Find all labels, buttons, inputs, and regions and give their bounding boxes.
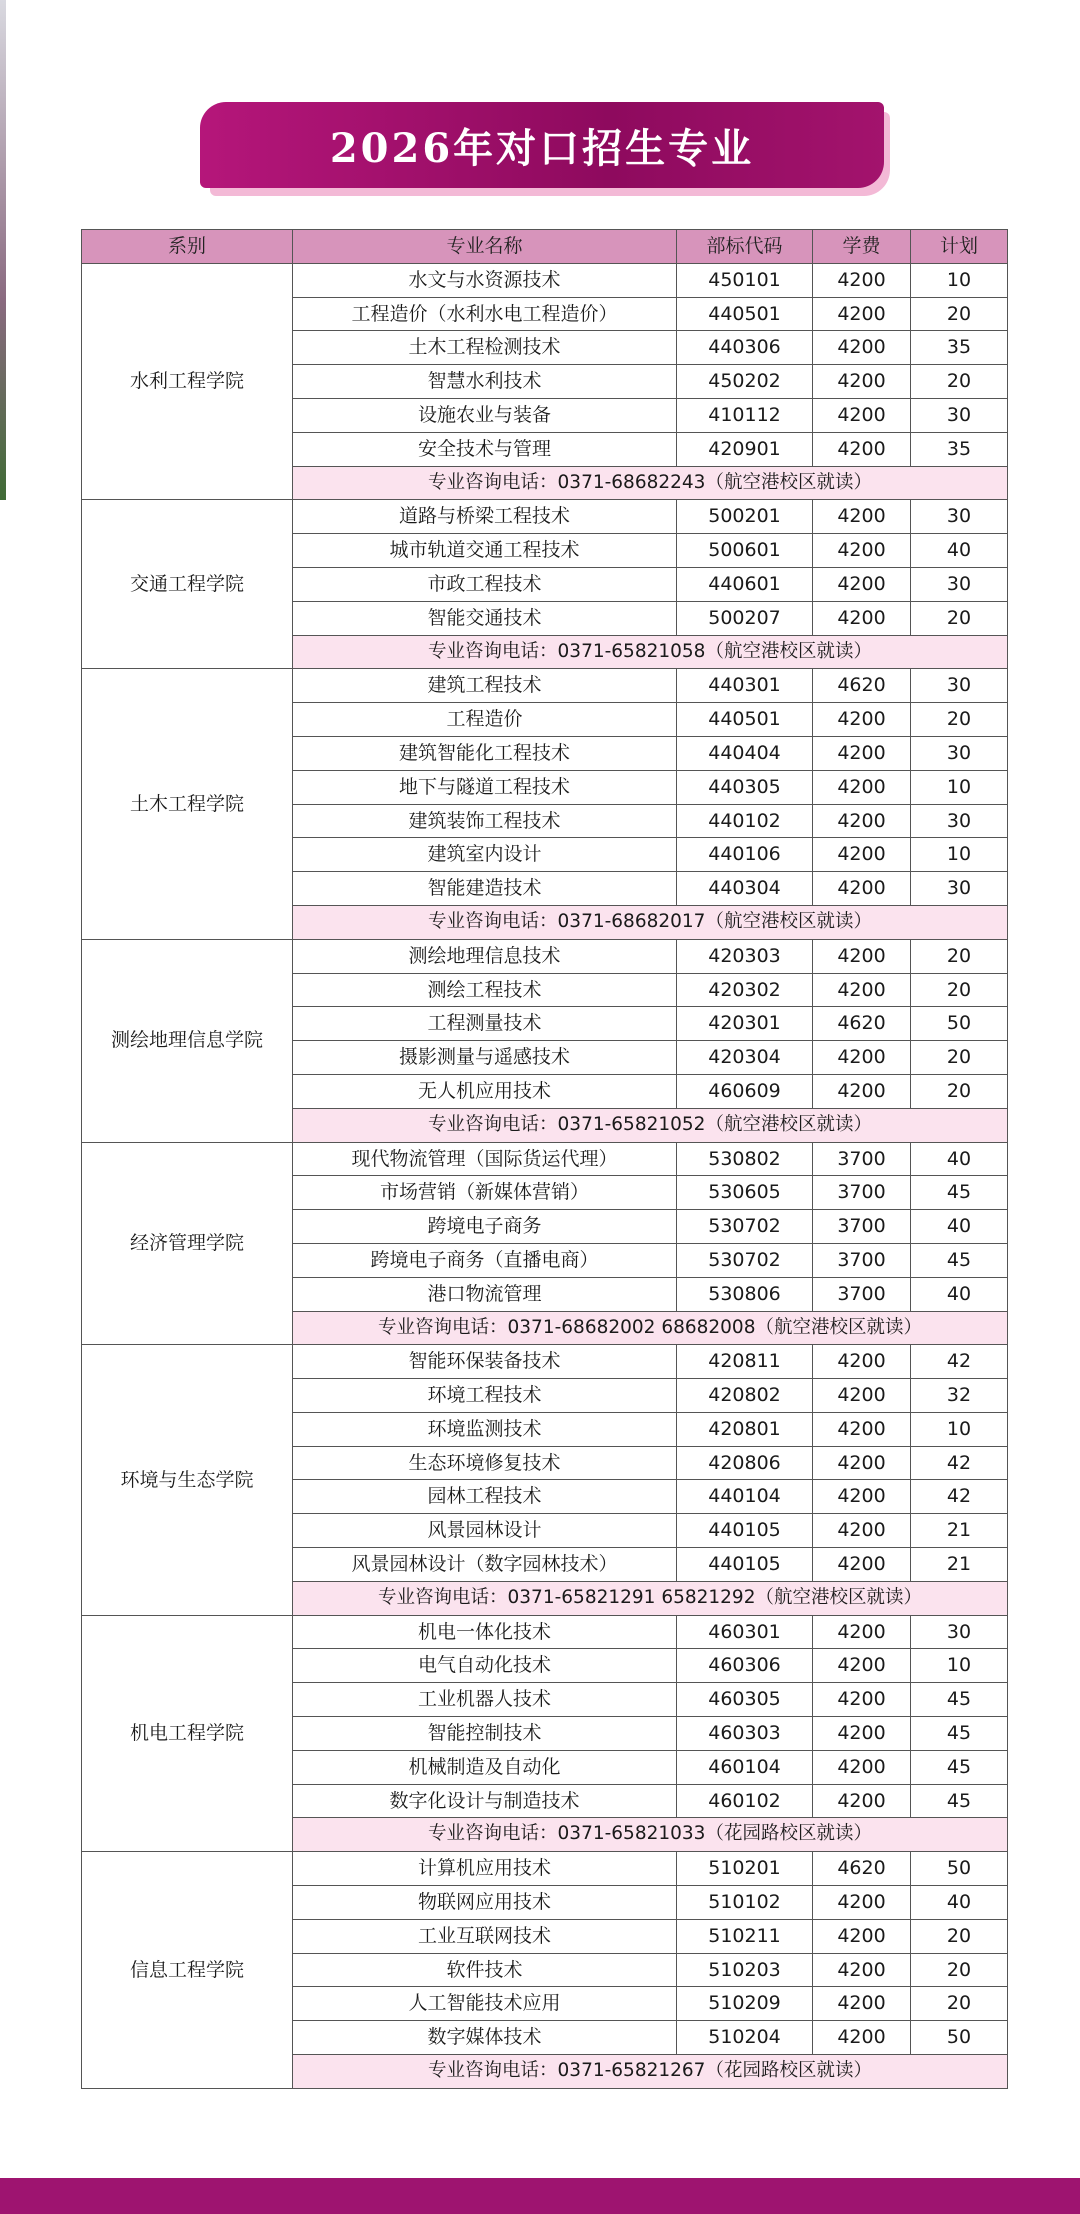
major-name: 建筑室内设计 (293, 838, 677, 872)
major-name: 建筑智能化工程技术 (293, 736, 677, 770)
major-name: 环境工程技术 (293, 1379, 677, 1413)
tuition: 4200 (813, 263, 911, 297)
major-name: 城市轨道交通工程技术 (293, 534, 677, 568)
major-name: 人工智能技术应用 (293, 1987, 677, 2021)
major-code: 510209 (677, 1987, 813, 2021)
plan: 30 (911, 500, 1008, 534)
major-name: 工业互联网技术 (293, 1919, 677, 1953)
major-name: 测绘地理信息技术 (293, 939, 677, 973)
major-name: 机械制造及自动化 (293, 1750, 677, 1784)
consult-phone: 专业咨询电话：0371-68682243（航空港校区就读） (293, 466, 1008, 500)
tuition: 4200 (813, 1683, 911, 1717)
plan: 42 (911, 1446, 1008, 1480)
consult-phone: 专业咨询电话：0371-65821291 65821292（航空港校区就读） (293, 1581, 1008, 1615)
plan: 20 (911, 703, 1008, 737)
major-name: 风景园林设计 (293, 1514, 677, 1548)
tuition: 4200 (813, 703, 911, 737)
major-name: 市场营销（新媒体营销） (293, 1176, 677, 1210)
plan: 30 (911, 669, 1008, 703)
major-name: 软件技术 (293, 1953, 677, 1987)
major-code: 440601 (677, 567, 813, 601)
major-code: 510201 (677, 1852, 813, 1886)
plan: 21 (911, 1514, 1008, 1548)
major-name: 计算机应用技术 (293, 1852, 677, 1886)
major-name: 数字化设计与制造技术 (293, 1784, 677, 1818)
major-code: 530702 (677, 1210, 813, 1244)
header-code: 部标代码 (677, 230, 813, 264)
department-name: 机电工程学院 (82, 1615, 293, 1852)
tuition: 4200 (813, 770, 911, 804)
major-name: 智能交通技术 (293, 601, 677, 635)
plan: 40 (911, 534, 1008, 568)
tuition: 4200 (813, 398, 911, 432)
major-name: 土木工程检测技术 (293, 331, 677, 365)
major-code: 450101 (677, 263, 813, 297)
plan: 40 (911, 1210, 1008, 1244)
major-code: 420806 (677, 1446, 813, 1480)
consult-phone: 专业咨询电话：0371-68682002 68682008（航空港校区就读） (293, 1311, 1008, 1345)
major-name: 智慧水利技术 (293, 365, 677, 399)
plan: 20 (911, 1953, 1008, 1987)
consult-phone: 专业咨询电话：0371-65821267（花园路校区就读） (293, 2055, 1008, 2089)
major-name: 建筑装饰工程技术 (293, 804, 677, 838)
tuition: 4200 (813, 1041, 911, 1075)
plan: 30 (911, 872, 1008, 906)
tuition: 4200 (813, 872, 911, 906)
major-name: 风景园林设计（数字园林技术） (293, 1548, 677, 1582)
plan: 45 (911, 1784, 1008, 1818)
major-code: 420901 (677, 432, 813, 466)
major-name: 机电一体化技术 (293, 1615, 677, 1649)
header-tuition: 学费 (813, 230, 911, 264)
major-code: 420811 (677, 1345, 813, 1379)
major-code: 440305 (677, 770, 813, 804)
consult-phone: 专业咨询电话：0371-65821033（花园路校区就读） (293, 1818, 1008, 1852)
tuition: 3700 (813, 1243, 911, 1277)
tuition: 4200 (813, 1514, 911, 1548)
major-name: 生态环境修复技术 (293, 1446, 677, 1480)
major-code: 450202 (677, 365, 813, 399)
tuition: 4200 (813, 1412, 911, 1446)
plan: 40 (911, 1886, 1008, 1920)
table-body (82, 263, 1008, 2088)
plan: 10 (911, 770, 1008, 804)
major-code: 510211 (677, 1919, 813, 1953)
plan: 30 (911, 398, 1008, 432)
header-plan: 计划 (911, 230, 1008, 264)
tuition: 4200 (813, 1953, 911, 1987)
major-code: 410112 (677, 398, 813, 432)
plan: 45 (911, 1176, 1008, 1210)
major-code: 420802 (677, 1379, 813, 1413)
major-name: 测绘工程技术 (293, 973, 677, 1007)
major-name: 工程测量技术 (293, 1007, 677, 1041)
consult-phone: 专业咨询电话：0371-65821052（航空港校区就读） (293, 1108, 1008, 1142)
plan: 50 (911, 1007, 1008, 1041)
major-name: 工业机器人技术 (293, 1683, 677, 1717)
tuition: 4200 (813, 365, 911, 399)
plan: 20 (911, 939, 1008, 973)
major-code: 420301 (677, 1007, 813, 1041)
major-code: 460305 (677, 1683, 813, 1717)
tuition: 4200 (813, 1717, 911, 1751)
major-code: 420303 (677, 939, 813, 973)
department-name: 信息工程学院 (82, 1852, 293, 2089)
table-row (82, 669, 1008, 703)
plan: 40 (911, 1142, 1008, 1176)
plan: 42 (911, 1480, 1008, 1514)
major-code: 420302 (677, 973, 813, 1007)
major-name: 建筑工程技术 (293, 669, 677, 703)
title-banner (200, 102, 890, 198)
table-row (82, 1852, 1008, 1886)
major-code: 460303 (677, 1717, 813, 1751)
major-code: 440301 (677, 669, 813, 703)
major-code: 460102 (677, 1784, 813, 1818)
plan: 42 (911, 1345, 1008, 1379)
tuition: 4200 (813, 1886, 911, 1920)
tuition: 4200 (813, 1548, 911, 1582)
plan: 50 (911, 2021, 1008, 2055)
plan: 20 (911, 1074, 1008, 1108)
major-code: 440102 (677, 804, 813, 838)
plan: 40 (911, 1277, 1008, 1311)
major-code: 510204 (677, 2021, 813, 2055)
tuition: 4200 (813, 432, 911, 466)
tuition: 4200 (813, 567, 911, 601)
plan: 45 (911, 1243, 1008, 1277)
table-row (82, 263, 1008, 297)
tuition: 4200 (813, 1750, 911, 1784)
tuition: 4620 (813, 669, 911, 703)
major-name: 地下与隧道工程技术 (293, 770, 677, 804)
major-code: 440501 (677, 297, 813, 331)
major-code: 420801 (677, 1412, 813, 1446)
tuition: 3700 (813, 1277, 911, 1311)
table-header-row (82, 230, 1008, 264)
tuition: 4200 (813, 331, 911, 365)
table-row (82, 500, 1008, 534)
header-major-name: 专业名称 (293, 230, 677, 264)
tuition: 4200 (813, 939, 911, 973)
banner-ribbon (200, 102, 884, 188)
major-code: 440306 (677, 331, 813, 365)
table-row (82, 939, 1008, 973)
plan: 20 (911, 601, 1008, 635)
tuition: 4200 (813, 1649, 911, 1683)
major-name: 无人机应用技术 (293, 1074, 677, 1108)
tuition: 4200 (813, 1987, 911, 2021)
tuition: 3700 (813, 1210, 911, 1244)
tuition: 4200 (813, 1615, 911, 1649)
major-code: 440105 (677, 1548, 813, 1582)
major-code: 530806 (677, 1277, 813, 1311)
major-name: 工程造价 (293, 703, 677, 737)
table-row (82, 1345, 1008, 1379)
table-row (82, 1142, 1008, 1176)
major-name: 物联网应用技术 (293, 1886, 677, 1920)
enrollment-table (81, 229, 1008, 2089)
plan: 30 (911, 567, 1008, 601)
major-name: 水文与水资源技术 (293, 263, 677, 297)
plan: 45 (911, 1717, 1008, 1751)
plan: 10 (911, 838, 1008, 872)
tuition: 4200 (813, 297, 911, 331)
tuition: 4200 (813, 804, 911, 838)
left-edge-decoration (0, 0, 6, 500)
major-code: 500201 (677, 500, 813, 534)
consult-phone: 专业咨询电话：0371-65821058（航空港校区就读） (293, 635, 1008, 669)
department-name: 环境与生态学院 (82, 1345, 293, 1615)
page-title: 2026年对口招生专业 (329, 124, 755, 172)
major-code: 500207 (677, 601, 813, 635)
plan: 35 (911, 331, 1008, 365)
tuition: 3700 (813, 1142, 911, 1176)
tuition: 4200 (813, 736, 911, 770)
major-name: 道路与桥梁工程技术 (293, 500, 677, 534)
department-name: 交通工程学院 (82, 500, 293, 669)
major-code: 440105 (677, 1514, 813, 1548)
major-name: 安全技术与管理 (293, 432, 677, 466)
major-name: 现代物流管理（国际货运代理） (293, 1142, 677, 1176)
major-code: 440304 (677, 872, 813, 906)
major-name: 跨境电子商务（直播电商） (293, 1243, 677, 1277)
major-name: 电气自动化技术 (293, 1649, 677, 1683)
plan: 20 (911, 365, 1008, 399)
plan: 35 (911, 432, 1008, 466)
department-name: 测绘地理信息学院 (82, 939, 293, 1142)
plan: 30 (911, 1615, 1008, 1649)
major-code: 530702 (677, 1243, 813, 1277)
tuition: 4200 (813, 601, 911, 635)
header-department: 系别 (82, 230, 293, 264)
major-code: 460609 (677, 1074, 813, 1108)
tuition: 4200 (813, 2021, 911, 2055)
plan: 10 (911, 1412, 1008, 1446)
major-name: 市政工程技术 (293, 567, 677, 601)
major-name: 园林工程技术 (293, 1480, 677, 1514)
major-name: 智能控制技术 (293, 1717, 677, 1751)
major-code: 440106 (677, 838, 813, 872)
major-code: 440501 (677, 703, 813, 737)
major-code: 510102 (677, 1886, 813, 1920)
tuition: 4200 (813, 1379, 911, 1413)
major-name: 设施农业与装备 (293, 398, 677, 432)
tuition: 4200 (813, 534, 911, 568)
plan: 45 (911, 1683, 1008, 1717)
major-code: 420304 (677, 1041, 813, 1075)
major-code: 460104 (677, 1750, 813, 1784)
plan: 20 (911, 297, 1008, 331)
tuition: 3700 (813, 1176, 911, 1210)
tuition: 4200 (813, 1345, 911, 1379)
tuition: 4200 (813, 1480, 911, 1514)
tuition: 4200 (813, 973, 911, 1007)
plan: 32 (911, 1379, 1008, 1413)
table-row (82, 1615, 1008, 1649)
major-code: 460301 (677, 1615, 813, 1649)
tuition: 4200 (813, 1074, 911, 1108)
major-name: 港口物流管理 (293, 1277, 677, 1311)
tuition: 4620 (813, 1007, 911, 1041)
bottom-bar (0, 2178, 1080, 2214)
tuition: 4200 (813, 1784, 911, 1818)
major-code: 440104 (677, 1480, 813, 1514)
major-code: 510203 (677, 1953, 813, 1987)
tuition: 4200 (813, 1446, 911, 1480)
major-name: 智能建造技术 (293, 872, 677, 906)
major-code: 530802 (677, 1142, 813, 1176)
major-name: 工程造价（水利水电工程造价） (293, 297, 677, 331)
plan: 20 (911, 1919, 1008, 1953)
plan: 30 (911, 736, 1008, 770)
major-code: 440404 (677, 736, 813, 770)
major-name: 摄影测量与遥感技术 (293, 1041, 677, 1075)
plan: 45 (911, 1750, 1008, 1784)
plan: 20 (911, 973, 1008, 1007)
consult-phone: 专业咨询电话：0371-68682017（航空港校区就读） (293, 905, 1008, 939)
plan: 30 (911, 804, 1008, 838)
department-name: 土木工程学院 (82, 669, 293, 939)
major-code: 460306 (677, 1649, 813, 1683)
department-name: 经济管理学院 (82, 1142, 293, 1345)
plan: 20 (911, 1987, 1008, 2021)
tuition: 4200 (813, 500, 911, 534)
major-code: 530605 (677, 1176, 813, 1210)
major-code: 500601 (677, 534, 813, 568)
major-name: 环境监测技术 (293, 1412, 677, 1446)
plan: 10 (911, 263, 1008, 297)
major-name: 跨境电子商务 (293, 1210, 677, 1244)
plan: 10 (911, 1649, 1008, 1683)
major-name: 数字媒体技术 (293, 2021, 677, 2055)
tuition: 4200 (813, 838, 911, 872)
plan: 20 (911, 1041, 1008, 1075)
plan: 50 (911, 1852, 1008, 1886)
plan: 21 (911, 1548, 1008, 1582)
major-name: 智能环保装备技术 (293, 1345, 677, 1379)
department-name: 水利工程学院 (82, 263, 293, 500)
tuition: 4200 (813, 1919, 911, 1953)
tuition: 4620 (813, 1852, 911, 1886)
